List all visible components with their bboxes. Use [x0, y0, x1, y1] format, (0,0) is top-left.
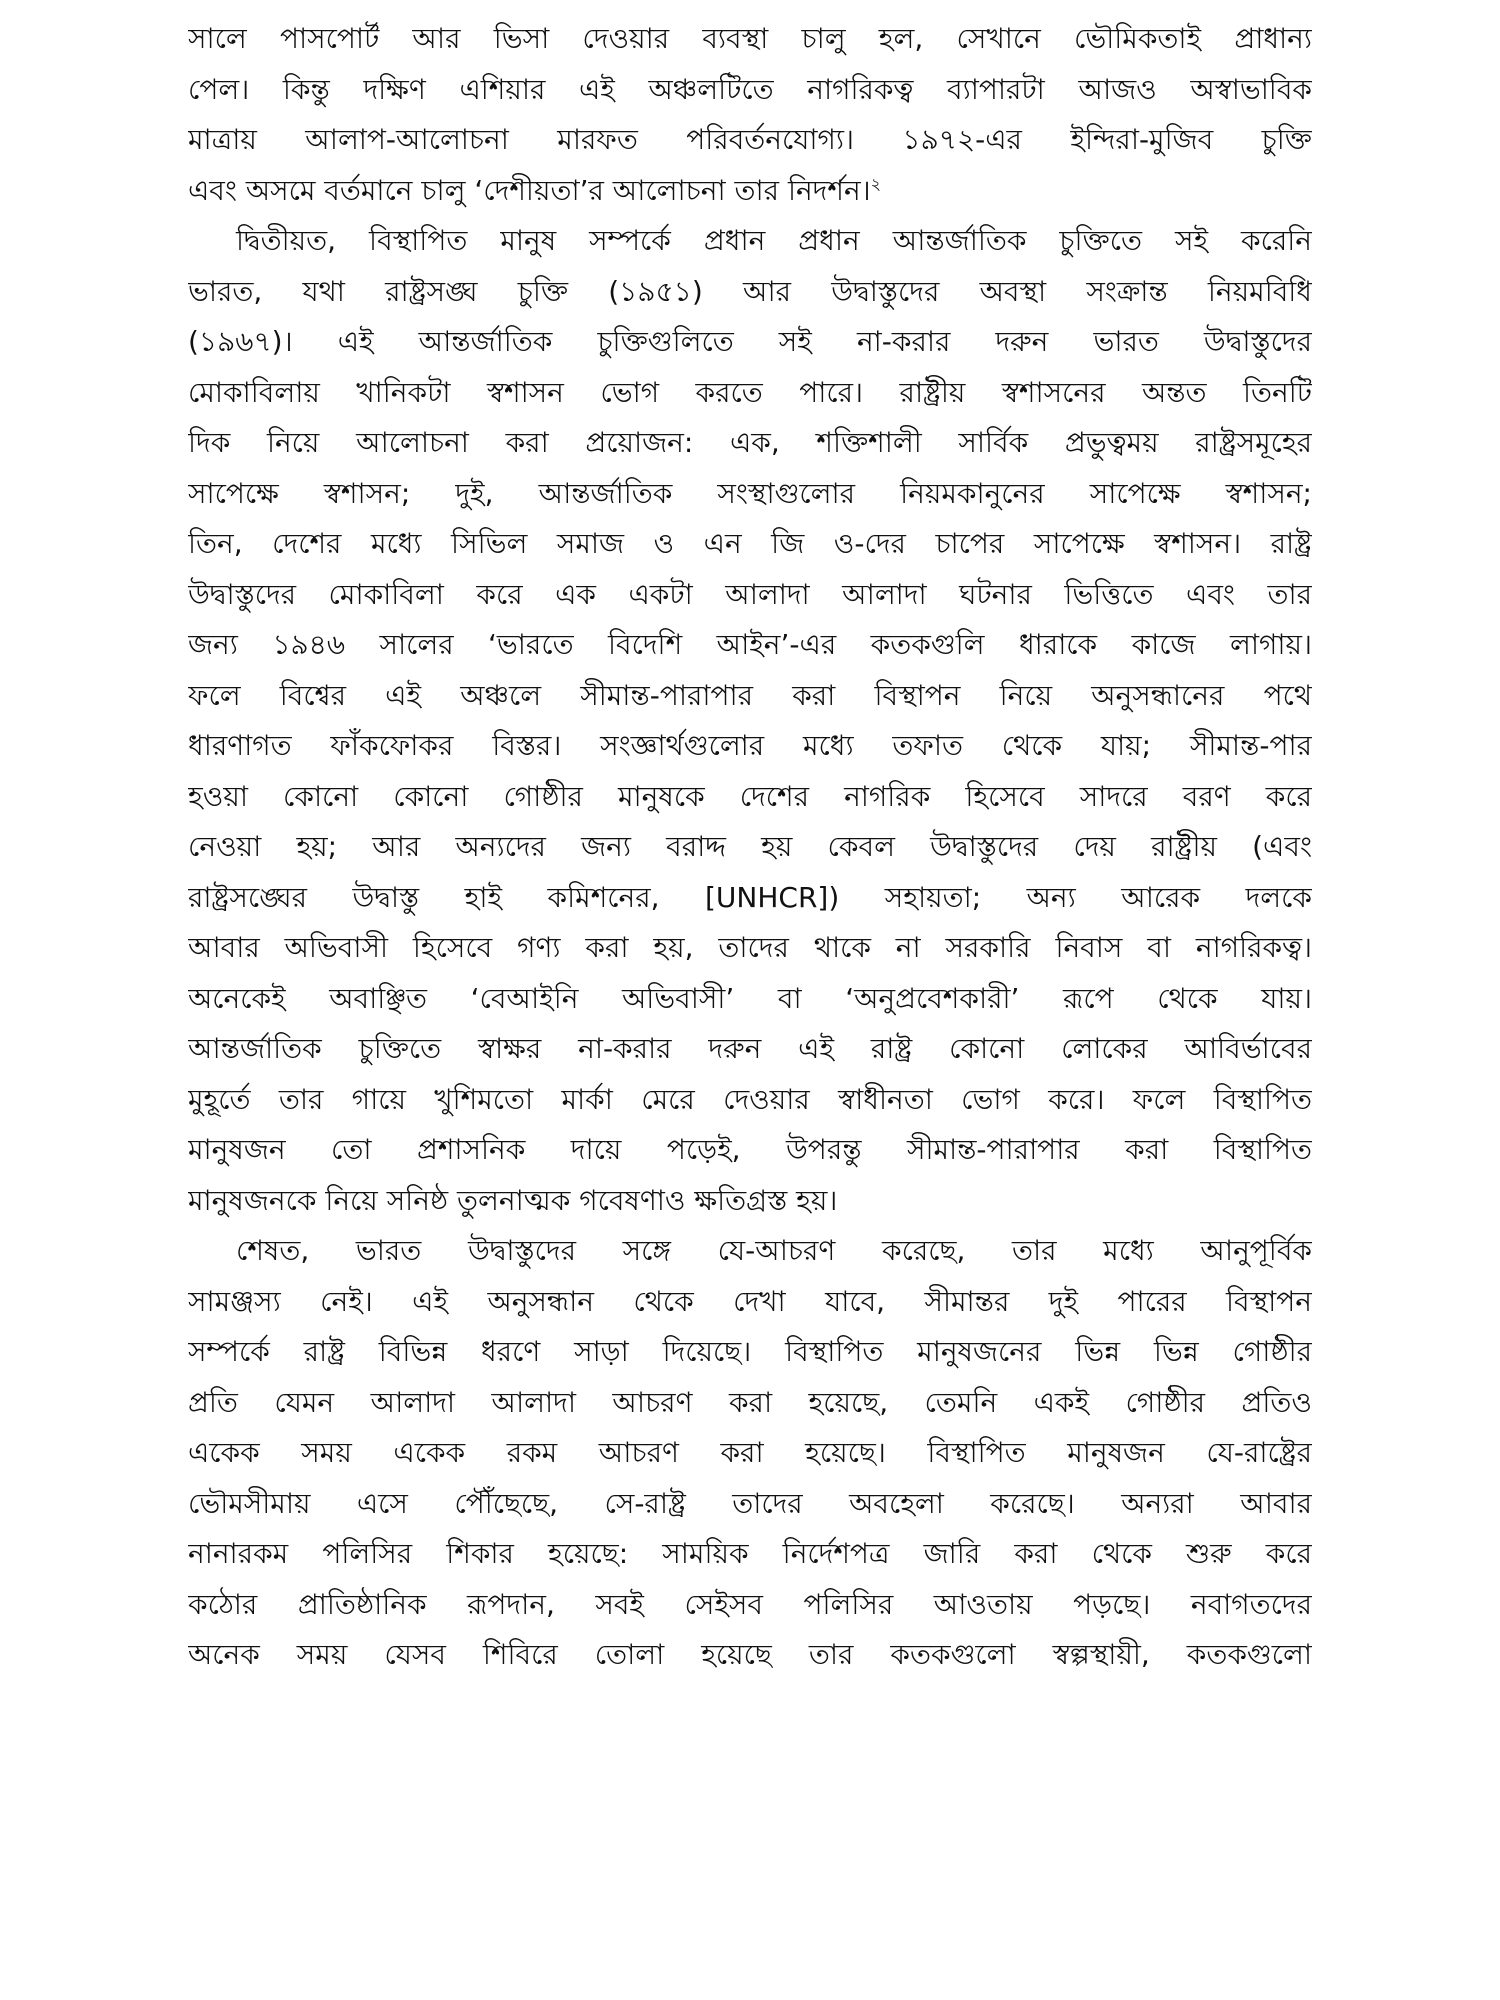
text-line: নেওয়া হয়; আর অন্যদের জন্য বরাদ্দ হয় কেবল উদ্বাস্তুদের দেয় রাষ্ট্রীয় (এবং	[188, 830, 1312, 863]
text-line: অনেক সময় যেসব শিবিরে তোলা হয়েছে তার কতকগুলো স্বল্পস্থায়ী, কতকগুলো	[188, 1638, 1312, 1671]
text-line: উদ্বাস্তুদের মোকাবিলা করে এক একটা আলাদা আলাদা ঘটনার ভিত্তিতে এবং তার	[188, 577, 1312, 611]
text-line: ভারত, যথা রাষ্ট্রসঙ্ঘ চুক্তি (১৯৫১) আর উদ্বাস্তুদের অবস্থা সংক্রান্ত নিয়মবিধি	[188, 274, 1312, 308]
text-line: তিন, দেশের মধ্যে সিভিল সমাজ ও এন জি ও-দের চাপের সাপেক্ষে স্বশাসন। রাষ্ট্র	[188, 527, 1312, 560]
text-line: নানারকম পলিসির শিকার হয়েছে: সাময়িক নির্দেশপত্র জারি করা থেকে শুরু করে	[188, 1537, 1312, 1570]
text-line: অনেকেই অবাঞ্ছিত ‘বেআইনি অভিবাসী’ বা ‘অনুপ্রবেশকারী’ রূপে থেকে যায়।	[188, 981, 1312, 1015]
text-line: সামঞ্জস্য নেই। এই অনুসন্ধান থেকে দেখা যাবে, সীমান্তর দুই পারের বিস্থাপন	[188, 1284, 1312, 1318]
text-line: হওয়া কোনো কোনো গোষ্ঠীর মানুষকে দেশের নাগরিক হিসেবে সাদরে বরণ করে	[188, 779, 1312, 813]
text-line-content: এবং অসমে বর্তমানে চালু ‘দেশীয়তা’র আলোচনা তার নিদর্শন।	[188, 173, 871, 207]
text-line: একেক সময় একেক রকম আচরণ করা হয়েছে। বিস্থাপিত মানুষজন যে-রাষ্ট্রের	[188, 1436, 1312, 1469]
text-line: আবার অভিবাসী হিসেবে গণ্য করা হয়, তাদের থাকে না সরকারি নিবাস বা নাগরিকত্ব।	[188, 931, 1312, 964]
text-line: (১৯৬৭)। এই আন্তর্জাতিক চুক্তিগুলিতে সই না-করার দরুন ভারত উদ্বাস্তুদের	[188, 325, 1312, 358]
text-line: মোকাবিলায় খানিকটা স্বশাসন ভোগ করতে পারে। রাষ্ট্রীয় স্বশাসনের অন্তত তিনটি	[188, 375, 1312, 409]
text-line: জন্য ১৯৪৬ সালের ‘ভারতে বিদেশি আইন’-এর কতকগুলি ধারাকে কাজে লাগায়।	[188, 628, 1312, 661]
text-line: শেষত, ভারত উদ্বাস্তুদের সঙ্গে যে-আচরণ করেছে, তার মধ্যে আনুপূর্বিক	[236, 1234, 1312, 1267]
text-line: মানুষজন তো প্রশাসনিক দায়ে পড়েই, উপরন্তু সীমান্ত-পারাপার করা বিস্থাপিত	[188, 1133, 1312, 1166]
text-line: দ্বিতীয়ত, বিস্থাপিত মানুষ সম্পর্কে প্রধান প্রধান আন্তর্জাতিক চুক্তিতে সই করেনি	[236, 224, 1312, 257]
text-line: রাষ্ট্রসঙ্ঘের উদ্বাস্তু হাই কমিশনের, [UNHCR]) সহায়তা; অন্য আরেক দলকে	[188, 880, 1312, 914]
text-line: আন্তর্জাতিক চুক্তিতে স্বাক্ষর না-করার দরুন এই রাষ্ট্র কোনো লোকের আবির্ভাবের	[188, 1032, 1312, 1065]
text-line: প্রতি যেমন আলাদা আলাদা আচরণ করা হয়েছে, তেমনি একই গোষ্ঠীর প্রতিও	[188, 1385, 1312, 1419]
text-line: ফলে বিশ্বের এই অঞ্চলে সীমান্ত-পারাপার করা বিস্থাপন নিয়ে অনুসন্ধানের পথে	[188, 678, 1312, 712]
text-line: সম্পর্কে রাষ্ট্র বিভিন্ন ধরণে সাড়া দিয়েছে। বিস্থাপিত মানুষজনের ভিন্ন ভিন্ন গোষ্ঠীর	[188, 1335, 1312, 1368]
text-line	[188, 166, 1312, 217]
text-line: মানুষজনকে নিয়ে সনিষ্ঠ তুলনাত্মক গবেষণাও ক্ষতিগ্রস্ত হয়।	[188, 1183, 838, 1217]
text-line: ধারণাগত ফাঁকফোকর বিস্তর। সংজ্ঞার্থগুলোর মধ্যে তফাত থেকে যায়; সীমান্ত-পার	[188, 729, 1312, 762]
text-line: মুহূর্তে তার গায়ে খুশিমতো মার্কা মেরে দেওয়ার স্বাধীনতা ভোগ করে। ফলে বিস্থাপিত	[188, 1082, 1312, 1116]
text-line: পেল। কিন্তু দক্ষিণ এশিয়ার এই অঞ্চলটিতে নাগরিকত্ব ব্যাপারটা আজও অস্বাভাবিক	[188, 72, 1312, 106]
text-line: সালে পাসপোর্ট আর ভিসা দেওয়ার ব্যবস্থা চালু হল, সেখানে ভৌমিকতাই প্রাধান্য	[188, 22, 1312, 55]
text-line: কঠোর প্রাতিষ্ঠানিক রূপদান, সবই সেইসব পলিসির আওতায় পড়ছে। নবাগতদের	[188, 1587, 1312, 1621]
text-line: দিক নিয়ে আলোচনা করা প্রয়োজন: এক, শক্তিশালী সার্বিক প্রভুত্বময় রাষ্ট্রসমূহের	[188, 426, 1312, 459]
text-line: মাত্রায় আলাপ-আলোচনা মারফত পরিবর্তনযোগ্য। ১৯৭২-এর ইন্দিরা-মুজিব চুক্তি	[188, 123, 1312, 156]
text-line: ভৌমসীমায় এসে পৌঁছেছে, সে-রাষ্ট্র তাদের অবহেলা করেছে। অন্যরা আবার	[188, 1486, 1312, 1520]
text-line: সাপেক্ষে স্বশাসন; দুই, আন্তর্জাতিক সংস্থাগুলোর নিয়মকানুনের সাপেক্ষে স্বশাসন;	[188, 476, 1312, 510]
body-text	[188, 14, 1312, 1681]
footnote-marker: ২	[870, 174, 882, 194]
